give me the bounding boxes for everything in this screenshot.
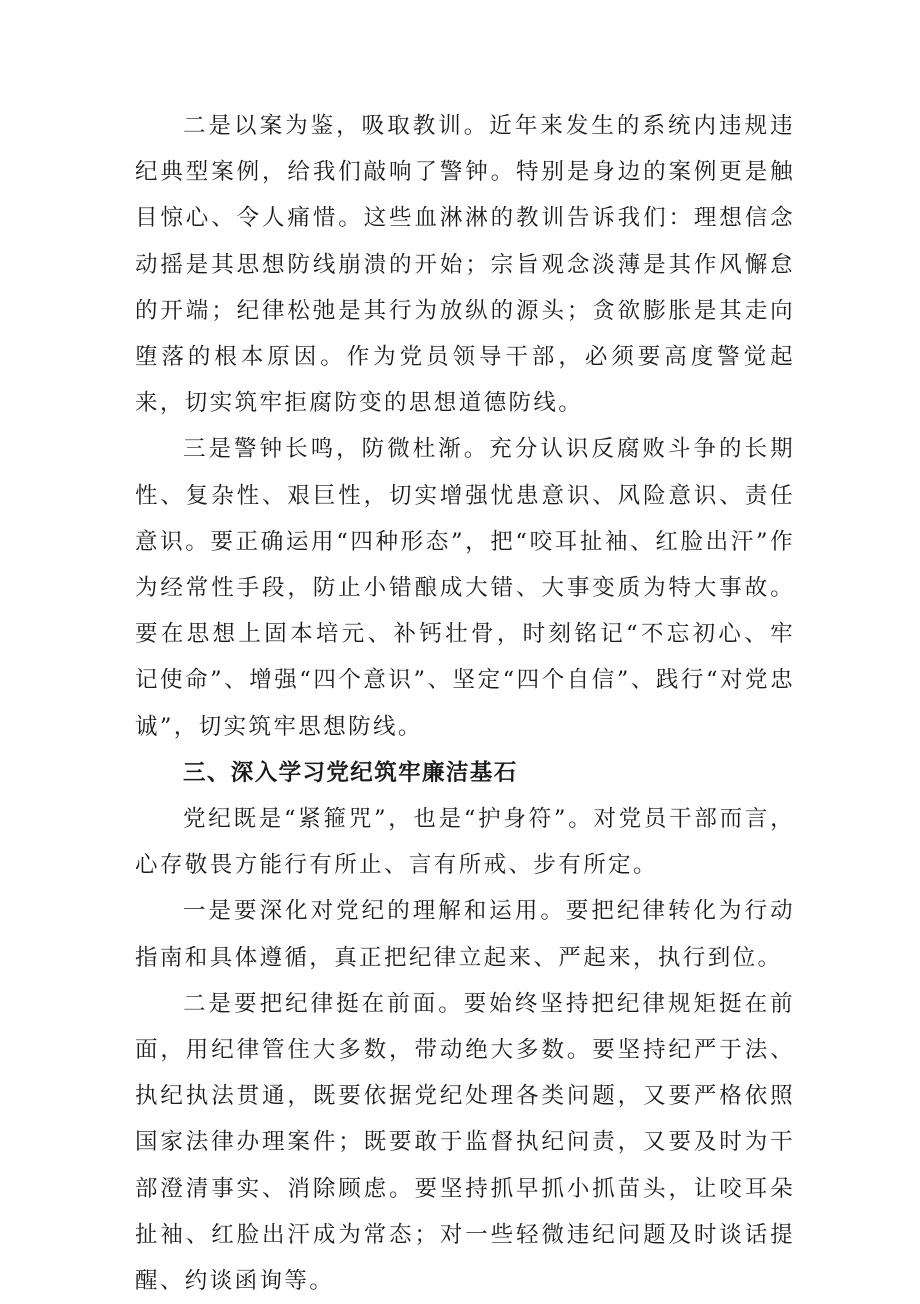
paragraph-case-lessons: 二是以案为鉴，吸取教训。近年来发生的系统内违规违纪典型案例，给我们敲响了警钟。特别是身边的案例更是触目惊心、令人痛惜。这些血淋淋的教训告诉我们：理想信念动摇是其思想防线崩溃的开始；宗旨观念淡薄是其作风懈怠的开端；纪律松弛是其行为放纵的源头；贪欲膨胀是其走向堕落的根本原因。作为党员领导干部，必须要高度警觉起来，切实筑牢拒腐防变的思想道德防线。 xyxy=(135,113,795,417)
section-heading: 三、深入学习党纪筑牢廉洁基石 xyxy=(183,759,518,786)
document-body xyxy=(135,103,795,1304)
paragraph-deepen-understanding: 一是要深化对党纪的理解和运用。要把纪律转化为行动指南和具体遵循，真正把纪律立起来、严起来，执行到位。 xyxy=(135,898,795,971)
paragraph-party-discipline: 党纪既是“紧箍咒”，也是“护身符”。对党员干部而言，心存敬畏方能行有所止、言有所戒、步有所定。 xyxy=(135,806,795,879)
paragraph-warning-bell: 三是警钟长鸣，防微杜渐。充分认识反腐败斗争的长期性、复杂性、艰巨性，切实增强忧患意识、风险意识、责任意识。要正确运用“四种形态”，把“咬耳扯袖、红脸出汗”作为经常性手段，防止小错酿成大错、大事变质为特大事故。要在思想上固本培元、补钙壮骨，时刻铭记“不忘初心、牢记使命”、增强“四个意识”、坚定“四个自信”、践行“对党忠诚”，切实筑牢思想防线。 xyxy=(135,436,795,740)
paragraph-discipline-first: 二是要把纪律挺在前面。要始终坚持把纪律规矩挺在前面，用纪律管住大多数，带动绝大多数。要坚持纪严于法、执纪执法贯通，既要依据党纪处理各类问题，又要严格依照国家法律办理案件；既要敢于监督执纪问责，又要及时为干部澄清事实、消除顾虑。要坚持抓早抓小抓苗头，让咬耳朵扯袖、红脸出汗成为常态；对一些轻微违纪问题及时谈话提醒、约谈函询等。 xyxy=(135,990,795,1295)
